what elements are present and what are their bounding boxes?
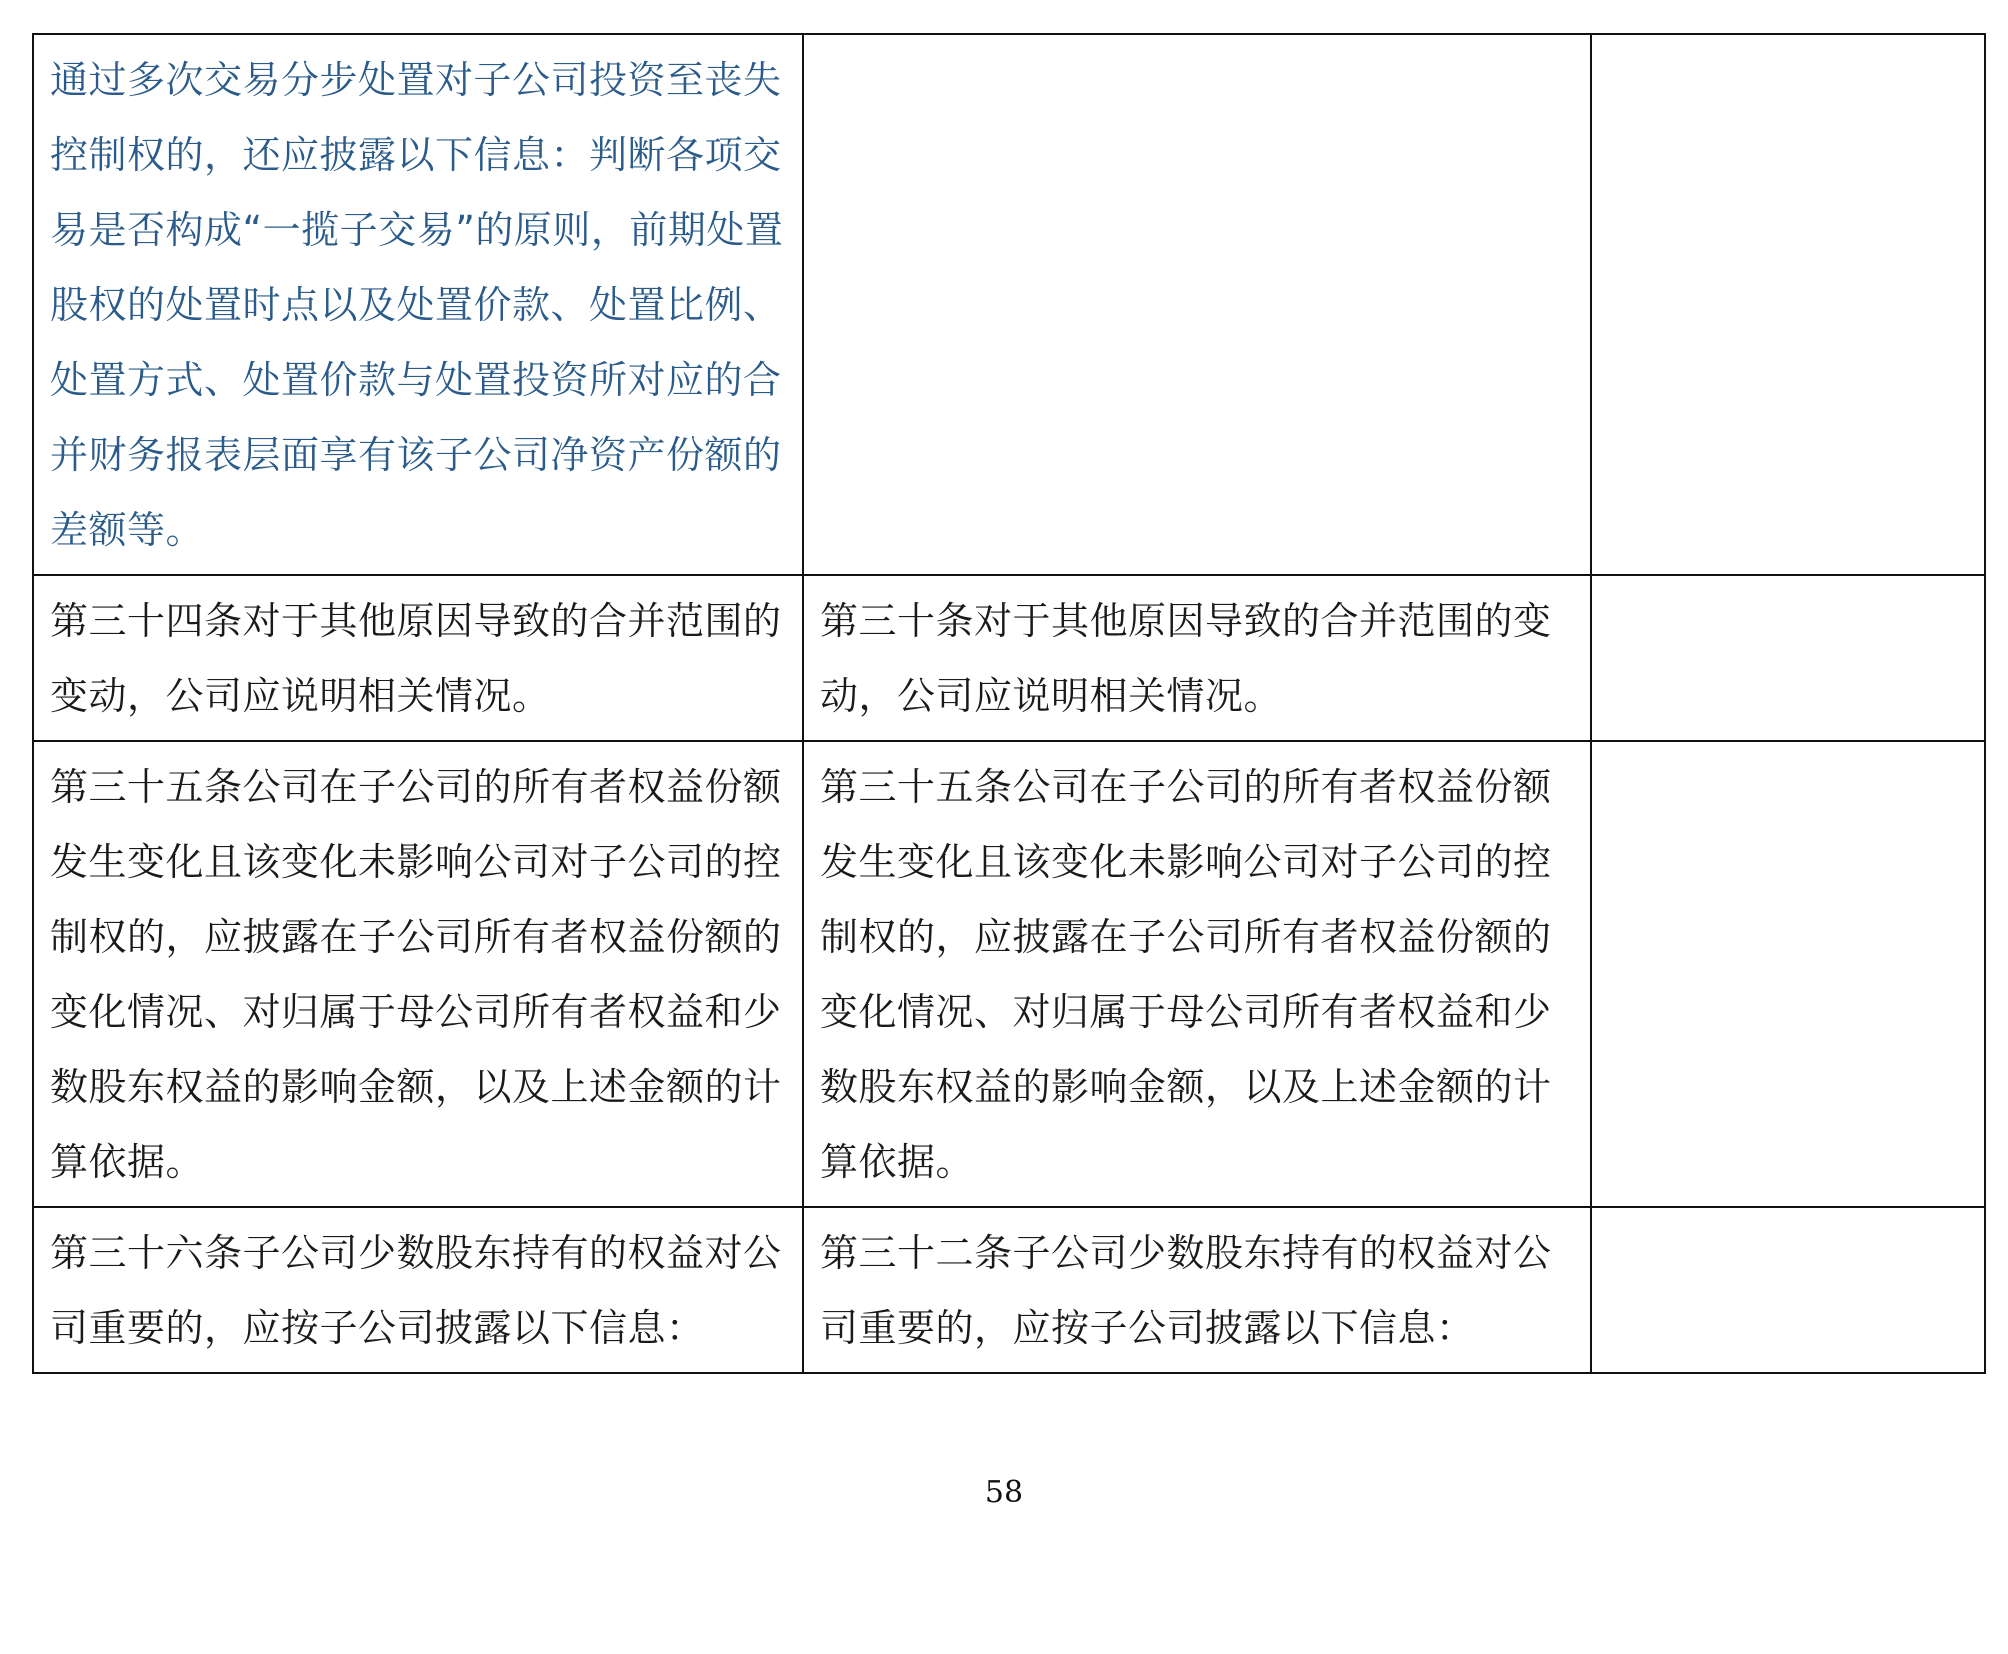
table-cell-note [1591,34,1985,575]
table-cell-revised: 第三十五条公司在子公司的所有者权益份额发生变化且该变化未影响公司对子公司的控制权的，应披露在子公司所有者权益份额的变化情况、对归属于母公司所有者权益和少数股东权益的影响金额，以及上述金额的计算依据。 [803,741,1591,1207]
page-number: 58 [984,1475,1024,1510]
table-row [33,741,1985,1207]
table-cell-note [1591,741,1985,1207]
table-cell-revised: 第三十条对于其他原因导致的合并范围的变动，公司应说明相关情况。 [803,575,1591,741]
table-cell-note [1591,575,1985,741]
table-row [33,34,1985,575]
table-cell-note [1591,1207,1985,1373]
table-row [33,575,1985,741]
table-cell-revised: 第三十二条子公司少数股东持有的权益对公司重要的，应按子公司披露以下信息： [803,1207,1591,1373]
table-row [33,1207,1985,1373]
comparison-table [32,33,1986,1374]
table-cell-original: 第三十六条子公司少数股东持有的权益对公司重要的，应按子公司披露以下信息： [33,1207,803,1373]
table-cell-original: 第三十四条对于其他原因导致的合并范围的变动，公司应说明相关情况。 [33,575,803,741]
table-cell-original: 第三十五条公司在子公司的所有者权益份额发生变化且该变化未影响公司对子公司的控制权的，应披露在子公司所有者权益份额的变化情况、对归属于母公司所有者权益和少数股东权益的影响金额，以及上述金额的计算依据。 [33,741,803,1207]
table-cell-revised [803,34,1591,575]
table-cell-original: 通过多次交易分步处置对子公司投资至丧失控制权的，还应披露以下信息：判断各项交易是否构成“一揽子交易”的原则，前期处置股权的处置时点以及处置价款、处置比例、处置方式、处置价款与处置投资所对应的合并财务报表层面享有该子公司净资产份额的差额等。 [33,34,803,575]
